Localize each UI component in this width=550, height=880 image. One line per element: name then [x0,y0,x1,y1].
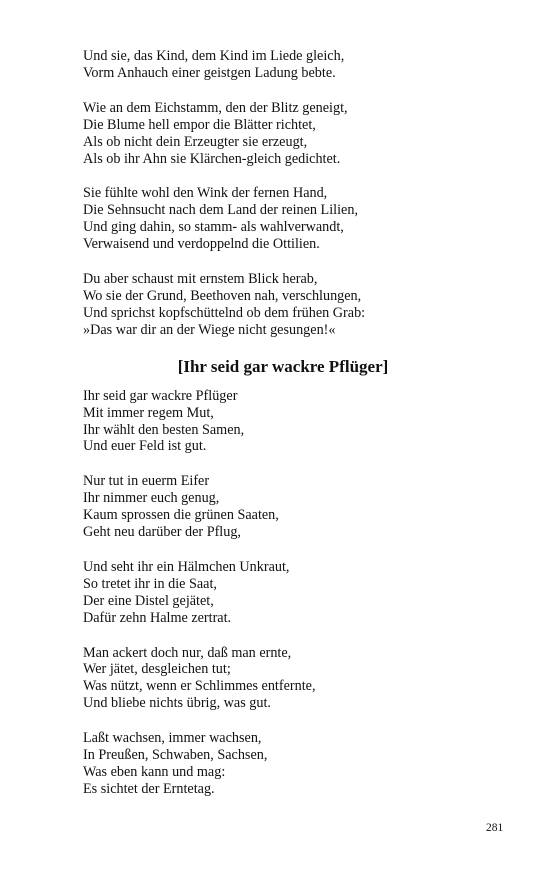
stanza [83,100,483,168]
verse-line: Man ackert doch nur, daß man ernte, [83,644,292,661]
verse-line: Und bliebe nichts übrig, was gut. [83,695,271,712]
verse-line: Nur tut in euerm Eifer [83,473,210,490]
verse-line: Mit immer regem Mut, [83,404,214,421]
stanza [83,388,483,456]
verse-line: Laßt wachsen, immer wachsen, [83,730,262,747]
verse-line: Ihr wählt den besten Samen, [83,421,245,438]
text-block [83,48,483,816]
verse-line: Was eben kann und mag: [83,764,226,780]
poem-title: [Ihr seid gar wackre Pflüger] [177,356,389,376]
verse-line: Geht neu darüber der Pflug, [83,524,241,541]
verse-line: Wer jätet, desgleichen tut; [83,661,231,678]
verse-line: Und sie, das Kind, dem Kind im Liede gleich, [83,48,345,64]
verse-line: Wo sie der Grund, Beethoven nah, verschlungen, [83,287,362,304]
stanza [83,473,483,541]
verse-line: Es sichtet der Erntetag. [83,780,215,797]
verse-line: Dafür zehn Halme zertrat. [83,609,232,626]
poem-continuation [83,48,483,339]
page-number: 281 [486,822,504,834]
verse-line: Ihr nimmer euch genug, [83,490,220,507]
stanza [83,730,483,798]
verse-line: So tretet ihr in die Saat, [83,575,217,592]
verse-line: Ihr seid gar wackre Pflüger [83,387,238,404]
verse-line: Und ging dahin, so stamm- als wahlverwandt, [83,219,344,236]
verse-line: Du aber schaust mit ernstem Blick herab, [83,271,318,288]
verse-line: Wie an dem Eichstamm, den der Blitz geneigt, [83,99,348,116]
verse-line: Der eine Distel gejätet, [83,592,214,609]
verse-line: Als ob nicht dein Erzeugter sie erzeugt, [83,133,308,150]
verse-line: Und euer Feld ist gut. [83,438,207,455]
verse-line: Was nützt, wenn er Schlimmes entfernte, [83,678,316,695]
verse-line: Die Sehnsucht nach dem Land der reinen Lilien, [83,202,358,219]
verse-line: Und sprichst kopfschüttelnd ob dem frühen Grab: [83,304,366,321]
verse-line: Vorm Anhauch einer geistgen Ladung bebte. [83,64,336,81]
stanza [83,271,483,339]
verse-line: Kaum sprossen die grünen Saaten, [83,507,279,524]
verse-line: Die Blume hell empor die Blätter richtet, [83,116,316,133]
stanza [83,185,483,253]
verse-line: In Preußen, Schwaben, Sachsen, [83,747,268,764]
verse-line: Sie fühlte wohl den Wink der fernen Hand, [83,185,328,202]
stanza [83,48,483,82]
verse-line: »Das war dir an der Wiege nicht gesungen!« [83,321,336,338]
verse-line: Als ob ihr Ahn sie Klärchen-gleich gedichtet. [83,150,341,167]
verse-line: Und seht ihr ein Hälmchen Unkraut, [83,558,290,575]
poem-ihr-seid-gar-wackre-pflueger [83,388,483,798]
verse-line: Verwaisend und verdoppelnd die Ottilien. [83,236,320,253]
stanza [83,559,483,627]
stanza [83,645,483,713]
